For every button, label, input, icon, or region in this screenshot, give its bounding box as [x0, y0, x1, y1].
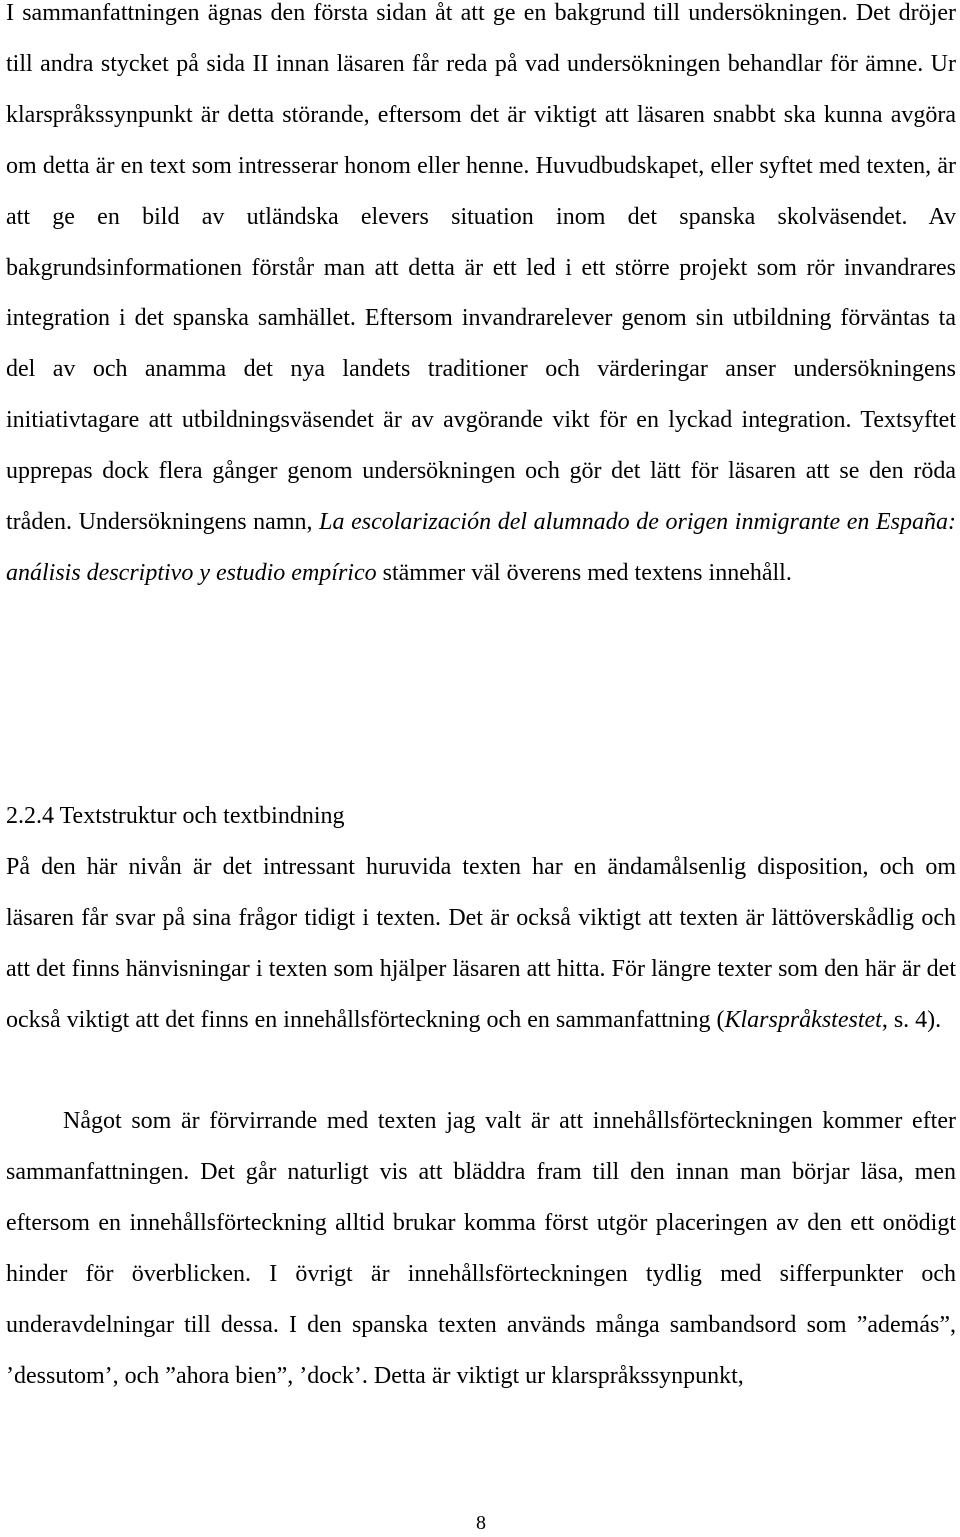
- paragraph-structure-intro: [6, 842, 956, 1046]
- paragraph-structure-analysis: Något som är förvirrande med texten jag valt är att innehållsförteckningen kommer efter sammanfattningen. Det går naturligt vis att bläddra fram till den innan man börjar läsa, men eftersom en innehållsförteckning alltid brukar komma först utgör placeringen av den ett onödigt hinder för överblicken. I övrigt är innehållsförteckningen tydlig med sifferpunkter och underavdelningar till dessa. I den spanska texten används många sambandsord som ”además”, ’dessutom’, och ”ahora bien”, ’dock’. Detta är viktigt ur klarspråkssynpunkt,: [6, 1108, 956, 1389]
- document-page: [6, 0, 956, 1537]
- page-number: 8: [476, 1512, 486, 1534]
- paragraph-text: På den här nivån är det intressant huruvida texten har en ändamålsenlig disposition, och om läsaren får svar på sina frågor tidigt i texten. Det är också viktigt att texten är lättöverskådlig och att det finns hänvisningar i texten som hjälper läsaren att hitta. För längre texter som den här är det också viktigt att det finns en innehållsförteckning och en sammanfattning (: [6, 854, 956, 1033]
- paragraph-summary-analysis: [6, 0, 956, 599]
- source-title: Klarspråkstestet: [724, 1006, 882, 1033]
- paragraph-text: stämmer väl överens med textens innehåll.: [376, 559, 792, 586]
- section-heading: 2.2.4 Textstruktur och textbindning: [6, 803, 345, 829]
- study-title: La escolarización del alumnado de origen inmigrante en España: análisis descriptivo y estudio empírico: [6, 509, 957, 586]
- paragraph-text: I sammanfattningen ägnas den första sidan åt att ge en bakgrund till undersökningen. Det dröjer till andra stycket på sida II innan läsaren får reda på vad undersökningen behandlar för ämne. Ur klarspråkssynpunkt är detta störande, eftersom det är viktigt att läsaren snabbt ska kunna avgöra om detta är en text som intresserar honom eller henne. Huvudbudskapet, eller syftet med texten, är att ge en bild av utländska elevers situation inom det spanska skolväsendet. Av bakgrundsinformationen förstår man att detta är ett led i ett större projekt som rör invandrares integration i det spanska samhället. Eftersom invandrarelever genom sin utbildning förväntas ta del av och anamma det nya landets traditioner och värderingar anser undersökningens initiativtagare att utbildningsväsendet är av avgörande vikt för en lyckad integration. Textsyftet upprepas dock flera gånger genom undersökningen och gör det lätt för läsaren att se den röda tråden. Undersökningens namn,: [6, 0, 956, 536]
- paragraph-text: , s. 4).: [881, 1006, 942, 1033]
